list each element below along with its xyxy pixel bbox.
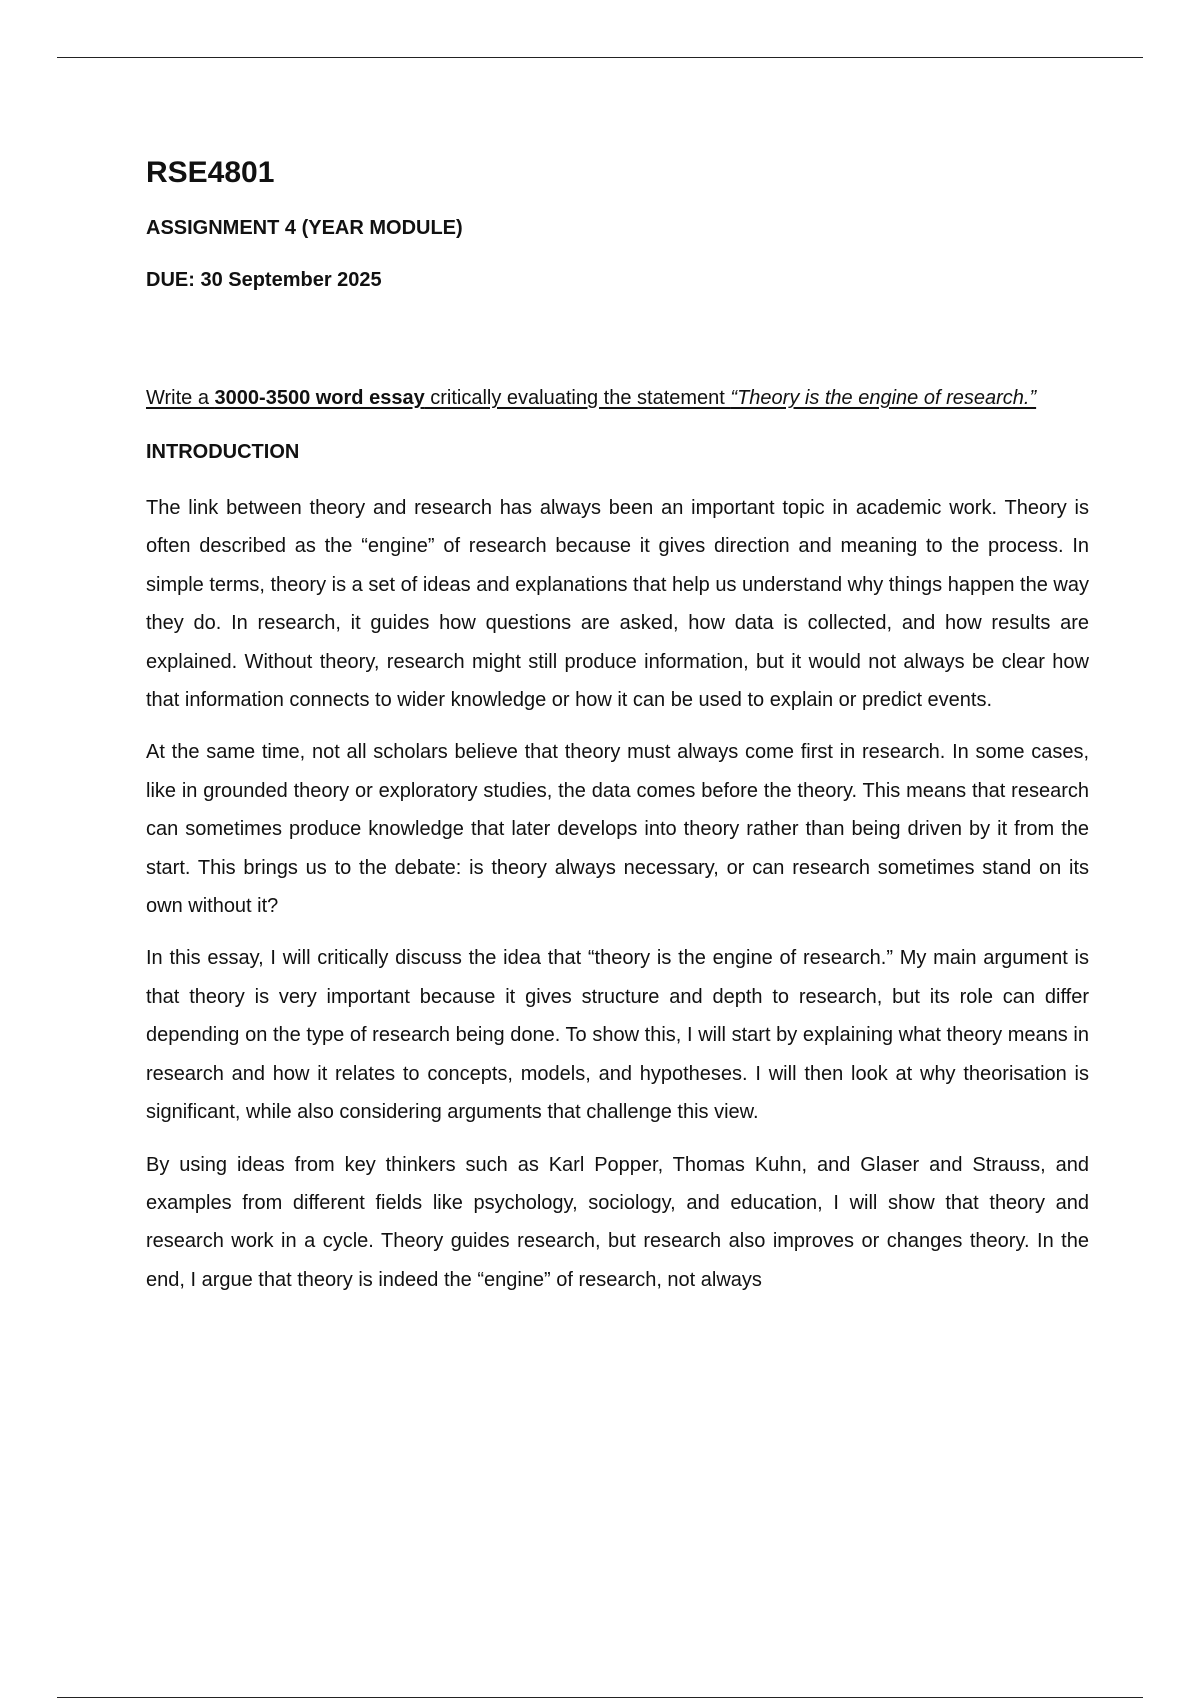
essay-prompt (146, 378, 1089, 418)
document-body (146, 155, 1089, 1299)
prompt-quote: “Theory is the engine of research.” (730, 387, 1037, 409)
prompt-text-1: Write a (146, 387, 215, 409)
paragraph-4: By using ideas from key thinkers such as Karl Popper, Thomas Kuhn, and Glaser and Strauss, and examples from different fields like psychology, sociology, and education, I will show that theory and research work in a cycle. Theory guides research, but research also improves or changes theory. In the end, I argue that theory is indeed the “engine” of research, not always (146, 1153, 1089, 1291)
assignment-title: ASSIGNMENT 4 (YEAR MODULE) (146, 217, 463, 239)
bottom-rule (57, 1697, 1143, 1698)
paragraph-1: The link between theory and research has always been an important topic in academic work. Theory is often described as the “engine” of research because it gives direction and meaning to the process. In simple terms, theory is a set of ideas and explanations that help us understand why things happen the way they do. In research, it guides how questions are asked, how data is collected, and how results are explained. Without theory, research might still produce information, but it would not always be clear how that information connects to wider knowledge or how it can be used to explain or predict events. (146, 497, 1089, 712)
course-code: RSE4801 (146, 156, 275, 189)
paragraph-2: At the same time, not all scholars believe that theory must always come first in research. In some cases, like in grounded theory or exploratory studies, the data comes before the theory. This means that research can sometimes produce knowledge that later develops into theory rather than being driven by it from the start. This brings us to the debate: is theory always necessary, or can research sometimes stand on its own without it? (146, 741, 1089, 918)
paragraph-3: In this essay, I will critically discuss the idea that “theory is the engine of research.” My main argument is that theory is very important because it gives structure and depth to research, but its role can differ depending on the type of research being done. To show this, I will start by explaining what theory means in research and how it relates to concepts, models, and hypotheses. I will then look at why theorisation is significant, while also considering arguments that challenge this view. (146, 947, 1089, 1124)
due-date: DUE: 30 September 2025 (146, 269, 382, 291)
section-heading-introduction: INTRODUCTION (146, 441, 300, 463)
prompt-word-count: 3000-3500 word essay (214, 387, 425, 409)
top-rule (57, 57, 1143, 58)
prompt-text-2: critically evaluating the statement (424, 387, 731, 409)
